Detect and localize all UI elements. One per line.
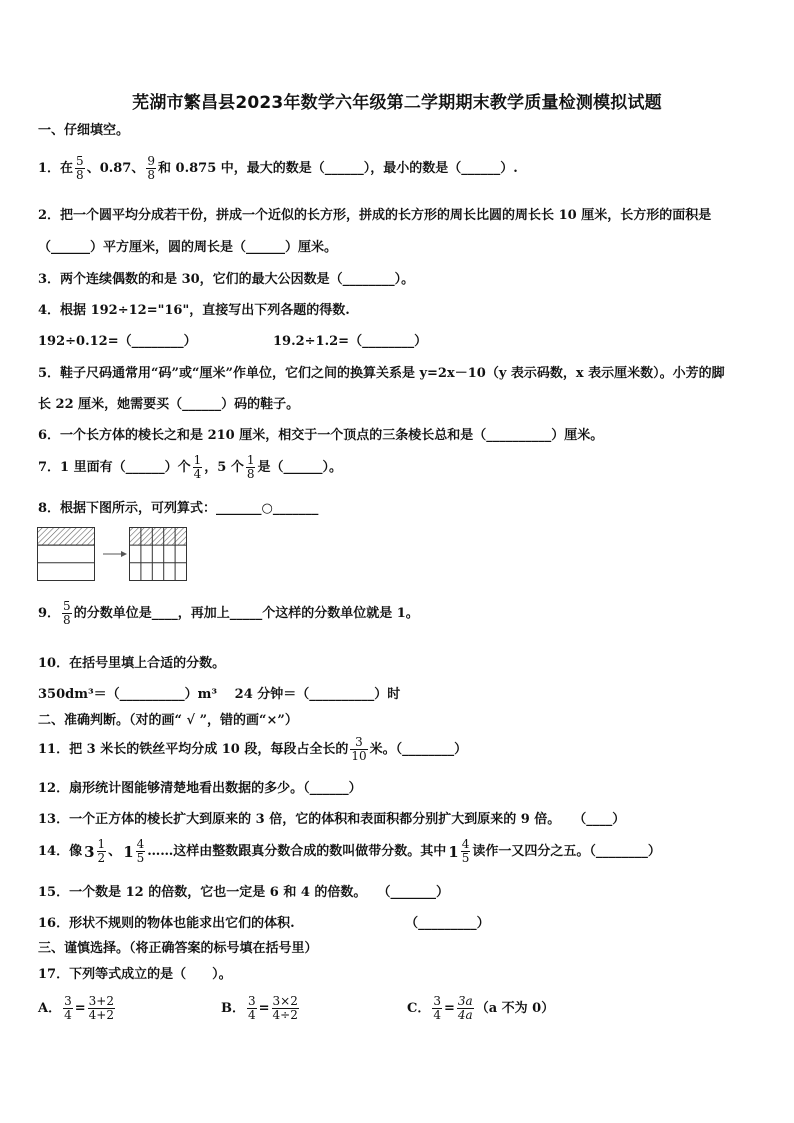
fraction: $\frac{1}{8}$ (246, 453, 255, 481)
question-2-line-1: 2．把一个圆平均分成若干份，拼成一个近似的长方形，拼成的长方形的周长比圆的周长长 10 厘米，长方形的面积是 (38, 208, 712, 223)
question-4-part-a: 192÷0.12=（________） (38, 334, 197, 349)
question-16: 16．形状不规则的物体也能求出它们的体积. （_________） (38, 916, 490, 931)
section-1-heading: 一、仔细填空。 (38, 123, 130, 138)
question-4-part-b: 19.2÷1.2=（________） (273, 334, 428, 349)
fraction: $\frac{3+2}{4+2}$ (88, 994, 114, 1022)
fraction: $\frac{4}{5}$ (461, 837, 470, 865)
fraction: $\frac{3}{10}$ (351, 735, 367, 763)
question-3: 3．两个连续偶数的和是 30，它们的最大公因数是（________）。 (38, 272, 415, 287)
question-9: 9． $\frac{5}{8}$ 的分数单位是____，再加上_____个这样的分数单位就是 1。 (38, 599, 419, 627)
question-10-line-1: 10．在括号里填上合适的分数。 (38, 656, 226, 671)
question-10-line-2: 350dm³＝（__________）m³ 24 分钟＝（__________）时 (38, 687, 401, 702)
right-rectangle-grid (130, 528, 187, 581)
question-7: 7．1 里面有（______）个 $\frac{1}{4}$ ，5 个 $\frac{1}{8}$ 是（______）。 (38, 453, 342, 481)
fraction: $\frac{1}{2}$ (97, 837, 106, 865)
question-14: 14．像 3 $\frac{1}{2}$ 、 1 $\frac{4}{5}$ ……这样由整数跟真分数合成的数叫做带分数。其中 1 $\frac{4}{5}$ 读作一又四分之五。（________） (38, 837, 661, 865)
question-5-line-2: 长 22 厘米，她需要买（______）码的鞋子。 (38, 397, 300, 412)
left-rectangle (38, 528, 95, 581)
question-8: 8．根据下图所示，可列算式：_______○_______ (38, 501, 319, 516)
question-1: 1．在 $\frac{5}{8}$ 、0.87、 $\frac{9}{8}$ 和 0.875 中，最大的数是（______），最小的数是（______）. (38, 154, 518, 182)
fraction: $\frac{5}{8}$ (76, 154, 84, 182)
question-17-option-b: B． $\frac{3}{4}$ = $\frac{3\times 2}{4\div 2}$ (221, 994, 298, 1022)
question-15: 15．一个数是 12 的倍数，它也一定是 6 和 4 的倍数。 （_______） (38, 885, 449, 900)
fraction: $\frac{1}{4}$ (193, 453, 202, 481)
section-3-heading: 三、谨慎选择。（将正确答案的标号填在括号里） (38, 941, 318, 956)
question-6: 6．一个长方体的棱长之和是 210 厘米，相交于一个顶点的三条棱长总和是（__________）厘米。 (38, 428, 604, 443)
question-17-option-c: C． $\frac{3}{4}$ = $\frac{3a}{4a}$ （a 不为 0） (407, 994, 555, 1022)
question-12: 12．扇形统计图能够清楚地看出数据的多少。（______） (38, 781, 362, 796)
fraction: $\frac{3}{4}$ (248, 994, 256, 1022)
question-17-option-a: A． $\frac{3}{4}$ = $\frac{3+2}{4+2}$ (38, 994, 114, 1022)
fraction-grid-figure (37, 527, 197, 583)
question-17-stem: 17．下列等式成立的是（ ）。 (38, 967, 232, 982)
page-title: 芜湖市繁昌县2023年数学六年级第二学期期末教学质量检测模拟试题 (132, 93, 662, 113)
question-11: 11．把 3 米长的铁丝平均分成 10 段，每段占全长的 $\frac{3}{10}$ 米。（________） (38, 735, 468, 763)
fraction: $\frac{3}{4}$ (433, 994, 441, 1022)
fraction: $\frac{3}{4}$ (64, 994, 72, 1022)
fraction: $\frac{5}{8}$ (63, 599, 71, 627)
fraction: $\frac{9}{8}$ (147, 154, 155, 182)
fraction: $\frac{4}{5}$ (136, 837, 145, 865)
fraction: $\frac{3a}{4a}$ (457, 994, 473, 1022)
arrow-icon (103, 551, 127, 557)
fraction: $\frac{3\times 2}{4\div 2}$ (272, 994, 298, 1022)
question-13: 13．一个正方体的棱长扩大到原来的 3 倍，它的体积和表面积都分别扩大到原来的 9 倍。 （____） (38, 812, 626, 827)
question-2-line-2: （______）平方厘米，圆的周长是（______）厘米。 (38, 240, 338, 255)
section-2-heading: 二、准确判断。（对的画“ √ ”，错的画“×”） (38, 713, 298, 728)
question-4-line-1: 4．根据 192÷12="16"，直接写出下列各题的得数. (38, 303, 350, 318)
question-5-line-1: 5．鞋子尺码通常用“码”或“厘米”作单位，它们之间的换算关系是 y=2x－10（y 表示码数，x 表示厘米数）。小芳的脚 (38, 366, 725, 381)
